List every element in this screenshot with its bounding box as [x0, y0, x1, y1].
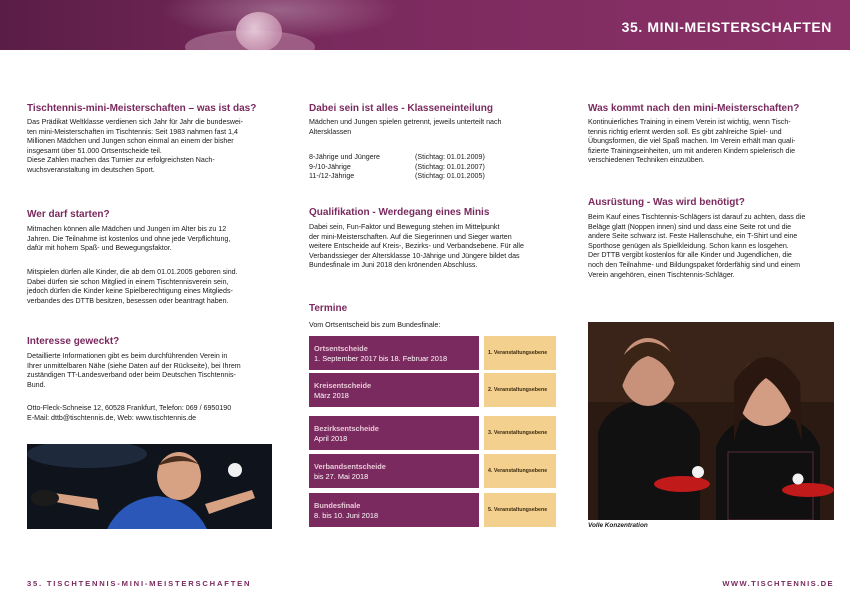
- text-line: Jahren. Die Teilnahme ist kostenlos und ohne jede Verpflichtung,: [27, 234, 231, 243]
- text-line: Kontinuierliches Training in einem Verein ist wichtig, wenn Tisch-: [588, 118, 791, 126]
- termine-intro: Vom Ortsentscheid bis zum Bundesfinale:: [309, 321, 441, 329]
- text-line: noch den Teilnahme- und Bildungspaket förderfähig sind und einem: [588, 260, 801, 269]
- heading-equipment: Ausrüstung - Was wird benötigt?: [588, 197, 745, 208]
- text-line: fizierte Trainingseinheiten, um mit anderen Kindern spielerisch die: [588, 146, 796, 155]
- text-line: tennis richtig erlernt werden soll. Es gibt zahlreiche Spiel- und: [588, 127, 782, 136]
- photo-boy-playing: [27, 444, 272, 529]
- termin-row-verbandsentscheide: [309, 454, 479, 488]
- photo-girls-concentration: [588, 322, 834, 520]
- text-line: Das Prädikat Weltklasse verdienen sich Jahr für Jahr die bundeswei-: [27, 118, 243, 126]
- termin-level: 3. Veranstaltungsebene: [484, 416, 556, 450]
- age-class-label: 9-/10-Jährige: [309, 162, 351, 171]
- termin-level: 1. Veranstaltungsebene: [484, 336, 556, 370]
- age-class-label: 8-Jährige und Jüngere: [309, 153, 380, 161]
- text-line: zuständigen TT-Landesverband oder beim Deutschen Tischtennis-: [27, 371, 236, 380]
- photo-boy-illustration: [27, 444, 272, 529]
- photo-girls-illustration: [588, 322, 834, 520]
- age-class-date: (Stichtag: 01.01.2007): [415, 162, 485, 171]
- heading-termine: Termine: [309, 303, 348, 314]
- heading-interest: Interesse geweckt?: [27, 336, 120, 347]
- para-interest: [27, 352, 277, 390]
- text-line: Mädchen und Jungen spielen getrennt, jeweils unterteilt nach: [309, 118, 502, 126]
- heading-classes: Dabei sein ist alles - Klasseneinteilung: [309, 103, 493, 114]
- age-class-label: 11-/12-Jährige: [309, 172, 355, 181]
- para-eligibility: [27, 268, 277, 306]
- age-class-row: [309, 153, 549, 163]
- text-line: Bundesfinale im Juni 2018 den krönenden Abschluss.: [309, 261, 478, 270]
- para-who-can-start: [27, 225, 277, 254]
- text-line: Beim Kauf eines Tischtennis-Schlägers ist darauf zu achten, dass die: [588, 213, 806, 221]
- text-line: Dabei sein, Fun-Faktor und Bewegung stehen im Mittelpunkt: [309, 223, 500, 231]
- heading-who-can-start: Wer darf starten?: [27, 209, 110, 220]
- text-line: Diese Zahlen machen das Turnier zur erfolgreichsten Nach-: [27, 156, 215, 165]
- footer-website-link[interactable]: WWW.TISCHTENNIS.DE: [722, 579, 834, 588]
- text-line: insgesamt über 51.000 Ortsentscheide teil.: [27, 146, 162, 155]
- termin-row-ortsentscheide: [309, 336, 479, 370]
- termin-level: 2. Veranstaltungsebene: [484, 373, 556, 407]
- termin-date: März 2018: [314, 391, 349, 400]
- age-class-row: [309, 172, 549, 182]
- text-line: jedoch dürfen die Kinder keine Spielberechtigung eines Mitglieds-: [27, 287, 233, 296]
- age-class-row: [309, 163, 549, 173]
- contact-info: [27, 404, 277, 423]
- text-line: Der DTTB vergibt kostenlos für alle Kinder und Jugendlichen, die: [588, 251, 792, 260]
- text-line: der mini-Meisterschaften. Auf die Siegerinnen und Sieger warten: [309, 232, 512, 241]
- termin-level: 5. Veranstaltungsebene: [484, 493, 556, 527]
- heading-qualification: Qualifikation - Werdegang eines Minis: [309, 207, 490, 218]
- heading-what-is-it: Tischtennis-mini-Meisterschaften – was ist das?: [27, 103, 257, 114]
- termin-row-kreisentscheide: [309, 373, 479, 407]
- termin-date: 1. September 2017 bis 18. Februar 2018: [314, 354, 448, 363]
- text-line: wuchsveranstaltung im deutschen Sport.: [27, 165, 155, 174]
- text-line: Dabei dürfen sie schon Mitglied in einem Tischtennisverein sein,: [27, 277, 229, 286]
- contact-email-web: E-Mail: dttb@tischtennis.de, Web: www.tischtennis.de: [27, 413, 197, 422]
- termin-name: Kreisentscheide: [314, 381, 372, 390]
- text-line: verbandes des DTTB besitzen, besessen oder beantragt haben.: [27, 296, 229, 305]
- contact-address: Otto-Fleck-Schneise 12, 60528 Frankfurt, Telefon: 069 / 6950190: [27, 404, 232, 412]
- header-banner: [0, 0, 850, 50]
- termin-name: Verbandsentscheide: [314, 462, 386, 471]
- termin-row-bundesfinale: [309, 493, 479, 527]
- page-title: 35. MINI-MEISTERSCHAFTEN: [621, 19, 832, 35]
- para-after: [588, 118, 838, 166]
- text-line: weitere Entscheide auf Kreis-, Bezirks- und Verbandsebene. Für alle: [309, 242, 524, 251]
- text-line: Beläge glatt (Noppen innen) sind und dass eine Seite rot und die: [588, 222, 792, 231]
- text-line: Altersklassen: [309, 127, 352, 136]
- age-classes-table: [309, 153, 549, 182]
- termin-date: April 2018: [314, 434, 348, 443]
- text-line: dafür mit hohem Spaß- und Bewegungsfaktor.: [27, 244, 172, 253]
- termin-name: Ortsentscheide: [314, 344, 368, 353]
- termin-date: 8. bis 10. Juni 2018: [314, 511, 379, 520]
- termin-date: bis 27. Mai 2018: [314, 472, 369, 481]
- para-qualification: [309, 223, 554, 271]
- text-line: Sporthose genügen als Spielkleidung. Schon kann es losgehen.: [588, 241, 789, 250]
- text-line: Mitspielen dürfen alle Kinder, die ab dem 01.01.2005 geboren sind.: [27, 268, 238, 276]
- text-line: andere Seite schwarz ist. Feste Hallenschuhe, ein T-Shirt und eine: [588, 232, 798, 241]
- termin-row-bezirksentscheide: [309, 416, 479, 450]
- banner-ball-image: [236, 12, 282, 50]
- para-classes: [309, 118, 549, 137]
- age-class-date: (Stichtag: 01.01.2005): [415, 172, 485, 181]
- para-what-is-it: [27, 118, 277, 176]
- text-line: ten mini-Meisterschaften im Tischtennis: Seit 1983 nahmen fast 1,4: [27, 127, 238, 136]
- text-line: Millionen Mädchen und Jungen schon einmal an einem der bisher: [27, 137, 234, 146]
- heading-after: Was kommt nach den mini-Meisterschaften?: [588, 103, 800, 114]
- text-line: Verein angehören, einen Tischtennis-Schläger.: [588, 270, 735, 279]
- text-line: Übungsformen, die viel Spaß machen. Im Verein erhält man quali-: [588, 137, 796, 146]
- termin-name: Bezirksentscheide: [314, 424, 379, 433]
- text-line: Detaillierte Informationen gibt es beim durchführenden Verein in: [27, 352, 228, 360]
- text-line: verschiedenen Techniken einzuüben.: [588, 156, 705, 165]
- termin-name: Bundesfinale: [314, 501, 361, 510]
- text-line: Verbandssieger der Altersklasse 10-Jährige und Jüngere bildet das: [309, 251, 520, 260]
- para-equipment: [588, 213, 838, 280]
- text-line: Ihrer unmittelbaren Nähe (siehe Daten auf der Rückseite), bei Ihrem: [27, 361, 241, 370]
- text-line: Bund.: [27, 380, 46, 389]
- termin-level: 4. Veranstaltungsebene: [484, 454, 556, 488]
- photo-caption: Volle Konzentration: [588, 522, 648, 529]
- age-class-date: (Stichtag: 01.01.2009): [415, 153, 485, 161]
- text-line: Mitmachen können alle Mädchen und Jungen im Alter bis zu 12: [27, 225, 227, 233]
- footer-title: 35. TISCHTENNIS-MINI-MEISTERSCHAFTEN: [27, 579, 252, 588]
